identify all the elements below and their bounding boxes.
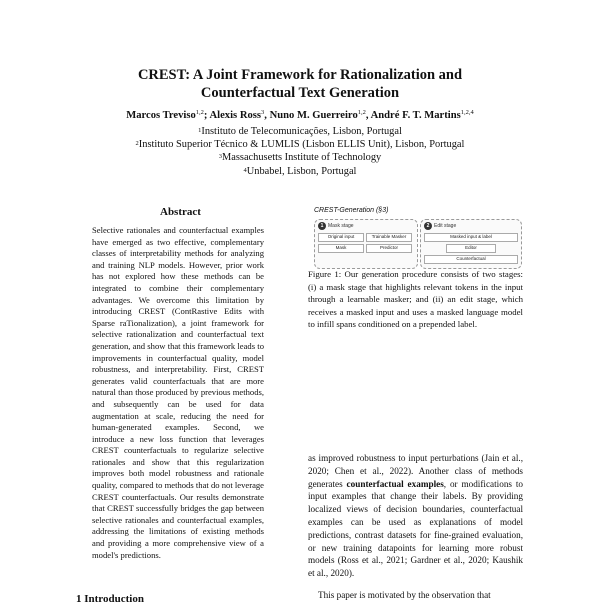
counterfactual-box: Counterfactual bbox=[424, 255, 518, 264]
author: Marcos Treviso$^{1,2}$; bbox=[126, 109, 210, 121]
body-paragraph: as improved robustness to input perturbations (Jain et al., 2020; Chen et al., 2022). Another class of methods generates counterfactual examples, or modifications to input examples that change their labels. By providing localized views of decision boundaries, counterfactual examples can be used as explanations of model predictions, contrast datasets for fine-grained evaluation, or new training datapoints for learning more robust models (Ross et al., 2021; Gardner et al., 2020; Kaushik et al., 2020). bbox=[308, 453, 523, 579]
mask-stage-label: 1 Mask stage bbox=[318, 222, 354, 230]
author: Alexis Ross$^3$, bbox=[209, 109, 270, 121]
affiliation: $^3$Massachusetts Institute of Technology bbox=[218, 152, 382, 164]
paper-title bbox=[0, 66, 600, 102]
abstract-text: Selective rationales and counterfactual examples have emerged as two effective, complementary classes of interpretability methods for analyzing and training NLP models. However, prior work has not explored how these methods can be integrated to combine their complementary advantages. We overcome this limitation by introducing CREST (ContRastive Edits with Sparse raTionalization), a joint framework for selective rationalization and counterfactual text generation, and show that this framework leads to improvements in counterfactual quality, model robustness, and interpretability. First, CREST generates valid counterfactuals that are more natural than those produced by previous methods, and subsequently can be used for data augmentation at scale, reducing the need for human-generated examples. Second, we introduce a new loss function that leverages CREST counterfactuals to regularize selective rationales and show that this regularization improves both model robustness and rationale quality, compared to methods that do not leverage CREST counterfactuals. Our results demonstrate that CREST successfully bridges the gap between selective rationales and counterfactual examples, addressing the limitations of existing methods and providing a more comprehensive view of a model's predictions. bbox=[92, 225, 264, 560]
editor-box: Editor bbox=[446, 244, 496, 253]
masker-box: Trainable Masker bbox=[366, 233, 412, 242]
mask-box: Mask bbox=[318, 244, 364, 253]
affiliation: $^2$Instituto Superior Técnico & LUMLIS (Lisbon ELLIS Unit), Lisbon, Portugal bbox=[135, 139, 465, 151]
affiliation: $^1$Instituto de Telecomunicações, Lisbon, Portugal bbox=[198, 126, 402, 137]
title-line-1: CREST: A Joint Framework for Rationalization and bbox=[137, 67, 463, 83]
original-input-box: Original input bbox=[318, 233, 364, 242]
predictor-box: Predictor bbox=[366, 244, 412, 253]
affiliations bbox=[0, 125, 600, 178]
author: André F. T. Martins$^{1,2,4}$ bbox=[370, 109, 474, 121]
author-list bbox=[0, 110, 600, 121]
figure-title: CREST-Generation (§3) bbox=[314, 207, 389, 214]
masked-input-box: Masked input & label bbox=[424, 233, 518, 242]
introduction-heading: 1 Introduction bbox=[76, 593, 144, 605]
title-line-2: Counterfactual Text Generation bbox=[200, 85, 400, 101]
body-paragraph-continuation: This paper is motivated by the observation that bbox=[318, 590, 491, 600]
author: Nuno M. Guerreiro$^{1,2}$, bbox=[269, 109, 371, 121]
affiliation: $^4$Unbabel, Lisbon, Portugal bbox=[243, 165, 357, 177]
emphasis-counterfactual: counterfactual examples bbox=[346, 478, 444, 489]
edit-stage-label: 2 Edit stage bbox=[424, 222, 456, 230]
abstract-heading: Abstract bbox=[160, 206, 201, 218]
figure-caption: Figure 1: Our generation procedure consists of two stages: (i) a mask stage that highlights relevant tokens in the input through a learnable masker; and (ii) an edit stage, which receives a masked input and uses a masked language model to infill spans conditioned on a prepended label. bbox=[308, 269, 523, 330]
